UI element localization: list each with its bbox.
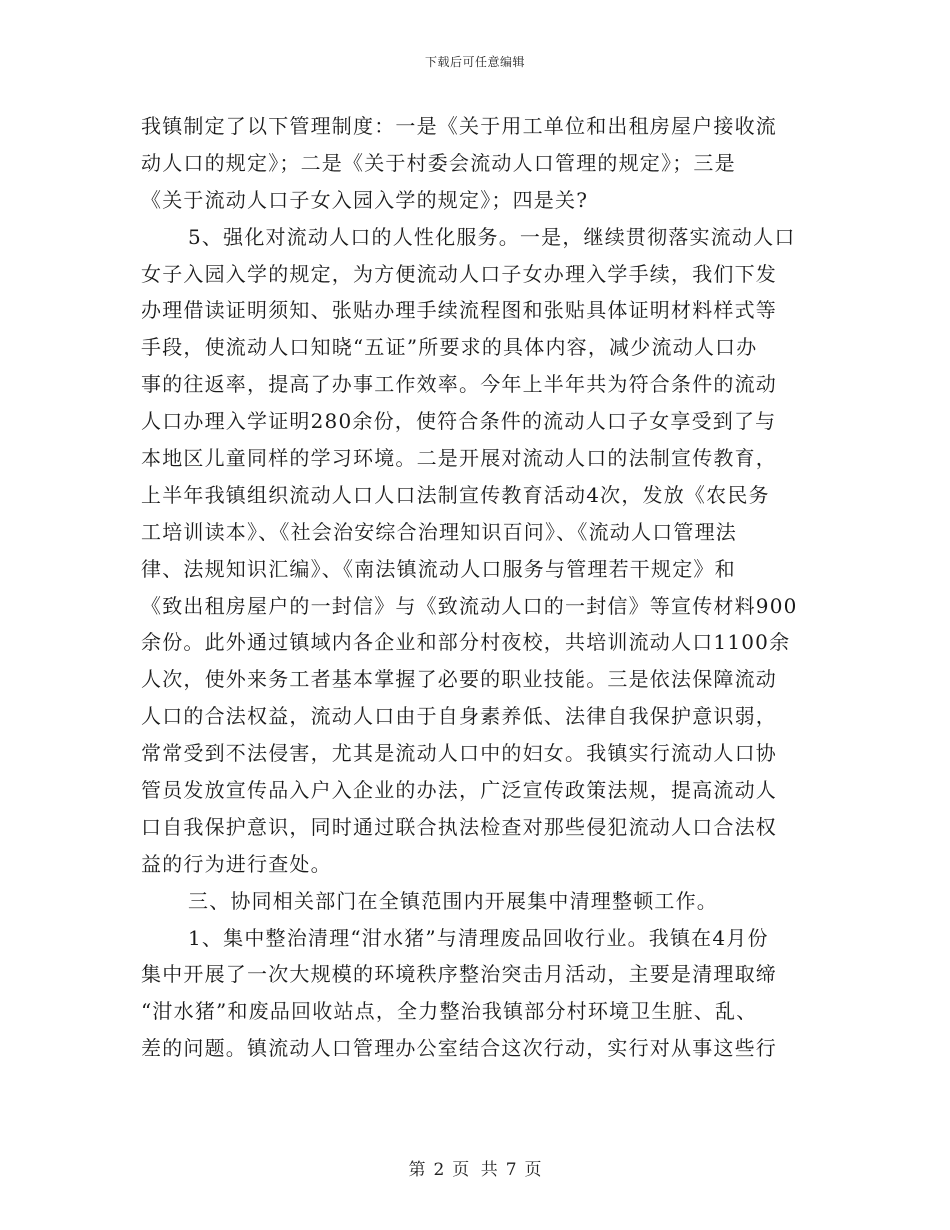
footer-prefix: 第 [408, 1160, 426, 1180]
text-line: 律、法规知识汇编》、《南法镇流动人口服务与管理若干规定》和 [141, 556, 736, 581]
text-line: 手段，使流动人口知晓“五证”所要求的具体内容，减少流动人口办 [141, 335, 758, 360]
text-line: 工培训读本》、《社会治安综合治理知识百问》、《流动人口管理法 [141, 519, 737, 544]
text-line: 余份。此外通过镇域内各企业和部分村夜校，共培训流动人口1100余 [141, 630, 791, 655]
text-line: 管员发放宣传品入户入企业的办法，广泛宣传政策法规，提高流动人 [141, 778, 777, 803]
text-line: 本地区儿童同样的学习环境。二是开展对流动人口的法制宣传教育， [141, 446, 777, 471]
footer-current-page: 2 [433, 1160, 445, 1180]
text-line: 差的问题。镇流动人口管理办公室结合这次行动，实行对从事这些行 [141, 1036, 777, 1061]
text-line: 人次，使外来务工者基本掌握了必要的职业技能。三是依法保障流动 [141, 667, 777, 692]
text-line: 人口办理入学证明280余份，使符合条件的流动人口子女享受到了与 [141, 409, 777, 434]
text-line: 女子入园入学的规定，为方便流动人口子女办理入学手续，我们下发 [141, 261, 777, 286]
text-line: 上半年我镇组织流动人口人口法制宣传教育活动4次，发放《农民务 [141, 482, 770, 507]
text-line: 常常受到不法侵害，尤其是流动人口中的妇女。我镇实行流动人口协 [141, 741, 777, 766]
text-line: 5、强化对流动人口的人性化服务。一是，继续贯彻落实流动人口 [188, 224, 796, 249]
text-line: 三、协同相关部门在全镇范围内开展集中清理整顿工作。 [188, 888, 718, 913]
text-line: 1、集中整治清理“泔水猪”与清理废品回收行业。我镇在4月份 [188, 925, 769, 950]
text-line: 我镇制定了以下管理制度：一是《关于用工单位和出租房屋户接收流 [141, 114, 777, 138]
text-line: 口自我保护意识，同时通过联合执法检查对那些侵犯流动人口合法权 [141, 814, 777, 839]
document-body [141, 108, 809, 1067]
footer-suffix: 页 [524, 1160, 542, 1180]
text-line: 《关于流动人口子女入园入学的规定》；四是关? [141, 187, 589, 212]
page-footer [0, 1155, 950, 1180]
text-line: 《致出租房屋户的一封信》与《致流动人口的一封信》等宣传材料900 [141, 593, 798, 618]
text-line: “泔水猪”和废品回收站点，全力整治我镇部分村环境卫生脏、乱、 [141, 999, 758, 1024]
footer-middle: 页 共 [452, 1160, 498, 1180]
text-line: 事的往返率，提高了办事工作效率。今年上半年共为符合条件的流动 [141, 372, 777, 397]
page-header [0, 53, 950, 70]
text-line: 益的行为进行查处。 [141, 851, 332, 876]
header-text: 下载后可任意编辑 [424, 55, 525, 69]
footer-total-pages: 7 [505, 1160, 517, 1180]
text-line: 动人口的规定》；二是《关于村委会流动人口管理的规定》；三是 [141, 150, 736, 175]
text-line: 集中开展了一次大规模的环境秩序整治突击月活动，主要是清理取缔 [141, 962, 777, 987]
text-line: 办理借读证明须知、张贴办理手续流程图和张贴具体证明材料样式等 [141, 298, 777, 323]
text-line: 人口的合法权益，流动人口由于自身素养低、法律自我保护意识弱， [141, 704, 777, 729]
